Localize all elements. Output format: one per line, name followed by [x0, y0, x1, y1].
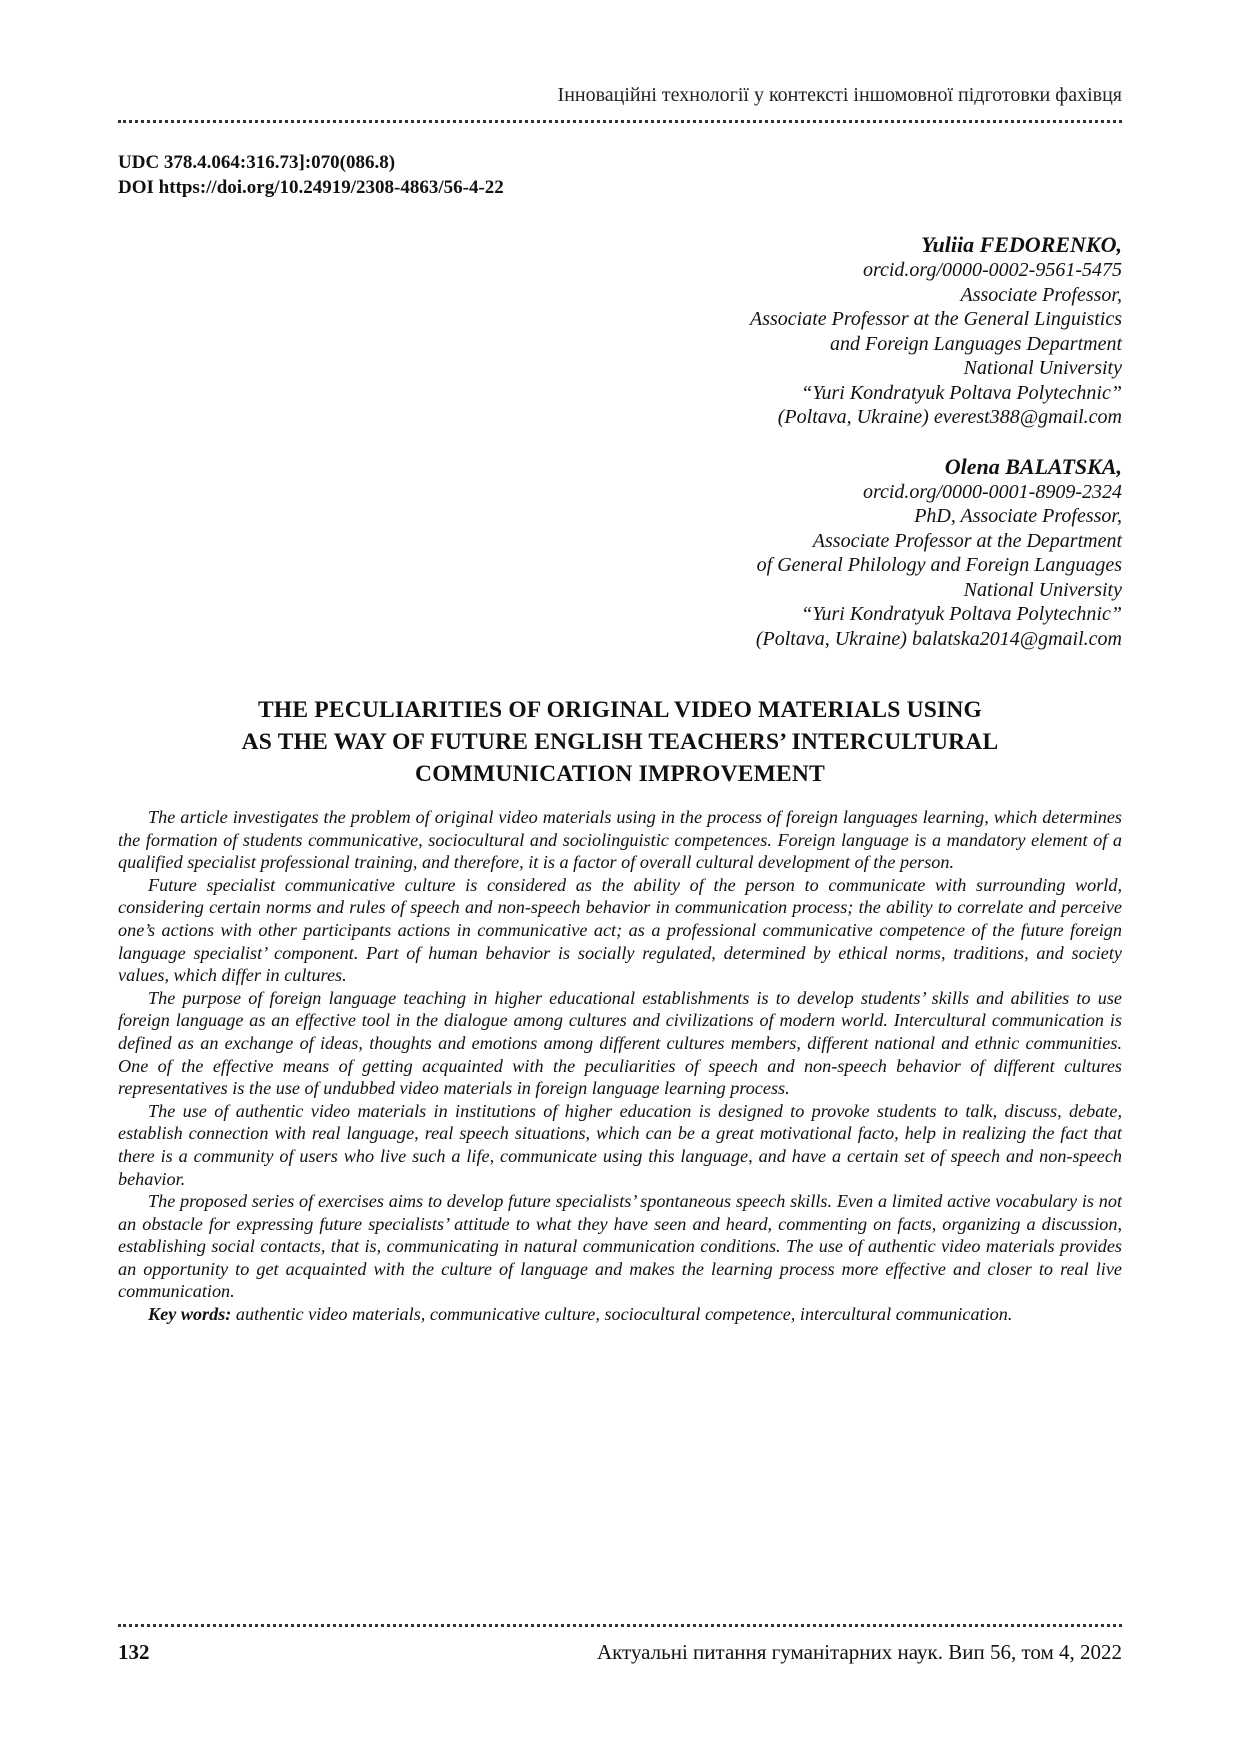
footer-divider: [118, 1624, 1122, 1627]
author-location-email: (Poltava, Ukraine) balatska2014@gmail.com: [755, 627, 1122, 650]
keywords: [118, 1303, 1122, 1326]
page-footer: [118, 1640, 1122, 1665]
author-institution-name: “Yuri Kondratyuk Poltava Polytechnic”: [801, 381, 1122, 404]
author-list: [562, 232, 1122, 675]
author-location-email: (Poltava, Ukraine) everest388@gmail.com: [777, 406, 1122, 428]
abstract-paragraph: The use of authentic video materials in institutions of higher education is designed to provoke students to talk, discuss, debate, establish connection with real language, real speech situations, which can be a great motivational facto, help in realizing the fact that there is a community of users who live such a life, communicate using this language, and have a certain set of speech and non-speech behavior.: [118, 1100, 1122, 1189]
title-line: COMMUNICATION IMPROVEMENT: [415, 761, 825, 787]
udc-code: UDC 378.4.064:316.73]:070(086.8): [118, 152, 396, 173]
author-block: [562, 454, 1122, 652]
keywords-text: authentic video materials, communicative culture, sociocultural competence, intercultural communication.: [235, 1304, 1013, 1325]
doi-link[interactable]: DOI https://doi.org/10.24919/2308-4863/56-4-22: [118, 177, 504, 198]
article-title: [150, 694, 1090, 790]
abstract-paragraph: The proposed series of exercises aims to develop future specialists’ spontaneous speech skills. Even a limited active vocabulary is not an obstacle for expressing future specialists’ attitude to what they have seen and heard, commenting on facts, organizing a discussion, establishing social contacts, that is, communicating in natural communication conditions. The use of authentic video materials provides an opportunity to get acquainted with the culture of language and makes the learning process more effective and closer to real live communication.: [118, 1191, 1122, 1302]
header-divider: [118, 120, 1122, 123]
author-department: of General Philology and Foreign Languages: [756, 554, 1122, 576]
abstract-paragraph: The purpose of foreign language teaching in higher educational establishments is to develop students’ skills and abilities to use foreign language as an effective tool in the dialogue among cultures and civilizations of modern world. Intercultural communication is defined as an exchange of ideas, thoughts and emotions among different cultures members, different national and ethnic communities. One of the effective means of getting acquainted with the peculiarities of speech and non-speech behavior of different cultures representatives is the use of undubbed video materials in foreign language learning process.: [118, 987, 1122, 1099]
author-position: Associate Professor at the General Linguistics: [749, 308, 1122, 330]
author-institution: National University: [963, 578, 1122, 601]
abstract-paragraph: The article investigates the problem of original video materials using in the process of foreign languages learning, which determines the formation of students communicative, sociocultural and sociolinguistic competences. Foreign language is a mandatory element of a qualified specialist professional training, and therefore, it is a factor of overall cultural development of the person.: [118, 807, 1122, 873]
author-institution: National University: [963, 357, 1122, 379]
author-degree: Associate Professor,: [960, 283, 1122, 306]
abstract-paragraph: Future specialist communicative culture is considered as the ability of the person to communicate with surrounding world, considering certain norms and rules of speech and non-speech behavior in communication process; the ability to correlate and perceive one’s actions with other participants actions in communicative act; as a professional communicative competence of the future foreign language specialist’ component. Part of human behavior is socially regulated, determined by ethical norms, traditions, and society values, which differ in cultures.: [118, 874, 1122, 986]
author-orcid[interactable]: orcid.org/0000-0001-8909-2324: [862, 480, 1122, 503]
title-line: THE PECULIARITIES OF ORIGINAL VIDEO MATERIALS USING: [257, 697, 983, 723]
author-department: and Foreign Languages Department: [829, 332, 1122, 355]
author-degree: PhD, Associate Professor,: [914, 505, 1122, 527]
identifiers: [118, 150, 504, 200]
running-header: Інноваційні технології у контексті іншомовної підготовки фахівця: [557, 84, 1122, 106]
keywords-label: Key words:: [148, 1304, 232, 1325]
author-name: Olena BALATSKA,: [944, 453, 1122, 479]
author-orcid[interactable]: orcid.org/0000-0002-9561-5475: [862, 259, 1122, 281]
title-line: AS THE WAY OF FUTURE ENGLISH TEACHERS’ INTERCULTURAL: [241, 729, 999, 755]
author-name: Yuliia FEDORENKO,: [921, 232, 1122, 257]
journal-info: Актуальні питання гуманітарних наук. Вип 56, том 4, 2022: [596, 1640, 1122, 1664]
author-position: Associate Professor at the Department: [812, 529, 1122, 552]
author-institution-name: “Yuri Kondratyuk Poltava Polytechnic”: [801, 603, 1122, 625]
abstract: [118, 806, 1122, 1326]
author-block: [562, 232, 1122, 430]
page-number: 132: [118, 1640, 150, 1664]
